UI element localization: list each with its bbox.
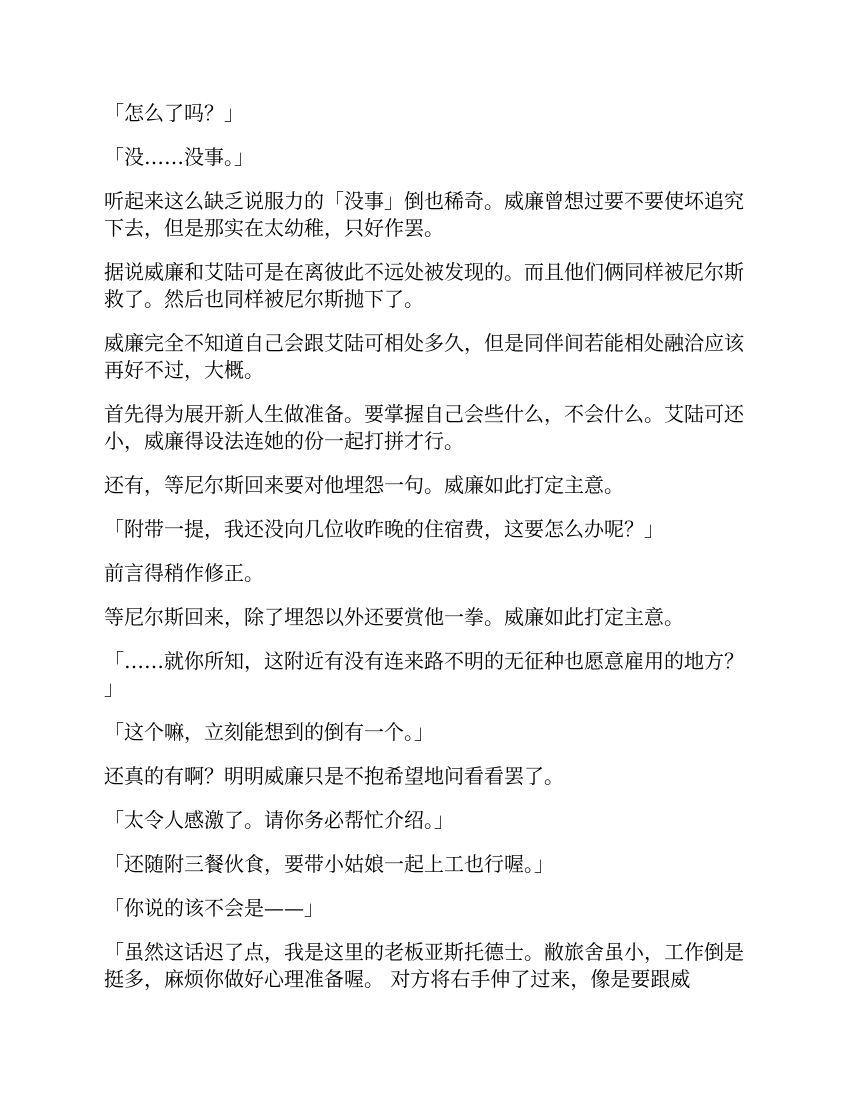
- paragraph: 「……就你所知，这附近有没有连来路不明的无征种也愿意雇用的地方？」: [104, 649, 744, 700]
- paragraph: 等尼尔斯回来，除了埋怨以外还要赏他一拳。威廉如此打定主意。: [104, 605, 684, 629]
- paragraph: 「这个嘛，立刻能想到的倒有一个。」: [104, 720, 434, 744]
- paragraph: 「虽然这话迟了点，我是这里的老板亚斯托德士。敝旅舍虽小，工作倒是挺多，麻烦你做好心理准备喔。 对方将右手伸了过来，像是要跟威: [104, 940, 744, 991]
- paragraph: 还有，等尼尔斯回来要对他埋怨一句。威廉如此打定主意。: [104, 473, 624, 497]
- paragraph: 还真的有啊？明明威廉只是不抱希望地问看看罢了。: [104, 764, 564, 788]
- paragraph: 「没……没事。」: [104, 145, 254, 169]
- paragraph: 据说威廉和艾陆可是在离彼此不远处被发现的。而且他们俩同样被尼尔斯救了。然后也同样被尼尔斯抛下了。: [104, 260, 744, 311]
- paragraph: 听起来这么缺乏说服力的「没事」倒也稀奇。威廉曾想过要不要使坏追究下去，但是那实在太幼稚，只好作罢。: [104, 189, 744, 240]
- paragraph: 首先得为展开新人生做准备。要掌握自己会些什么，不会什么。艾陆可还小，威廉得设法连她的份一起打拼才行。: [104, 402, 744, 453]
- paragraph: 威廉完全不知道自己会跟艾陆可相处多久，但是同伴间若能相处融洽应该再好不过，大概。: [104, 331, 744, 382]
- paragraph: 前言得稍作修正。: [104, 561, 264, 585]
- paragraph: 「太令人感激了。请你务必帮忙介绍。」: [104, 808, 454, 832]
- document-page: [104, 100, 752, 1010]
- paragraph: 「你说的该不会是——」: [104, 896, 324, 920]
- paragraph: 「附带一提，我还没向几位收昨晚的住宿费，这要怎么办呢？」: [104, 517, 664, 541]
- paragraph: 「怎么了吗？」: [104, 101, 244, 125]
- paragraph: 「还随附三餐伙食，要带小姑娘一起上工也行喔。」: [104, 852, 554, 876]
